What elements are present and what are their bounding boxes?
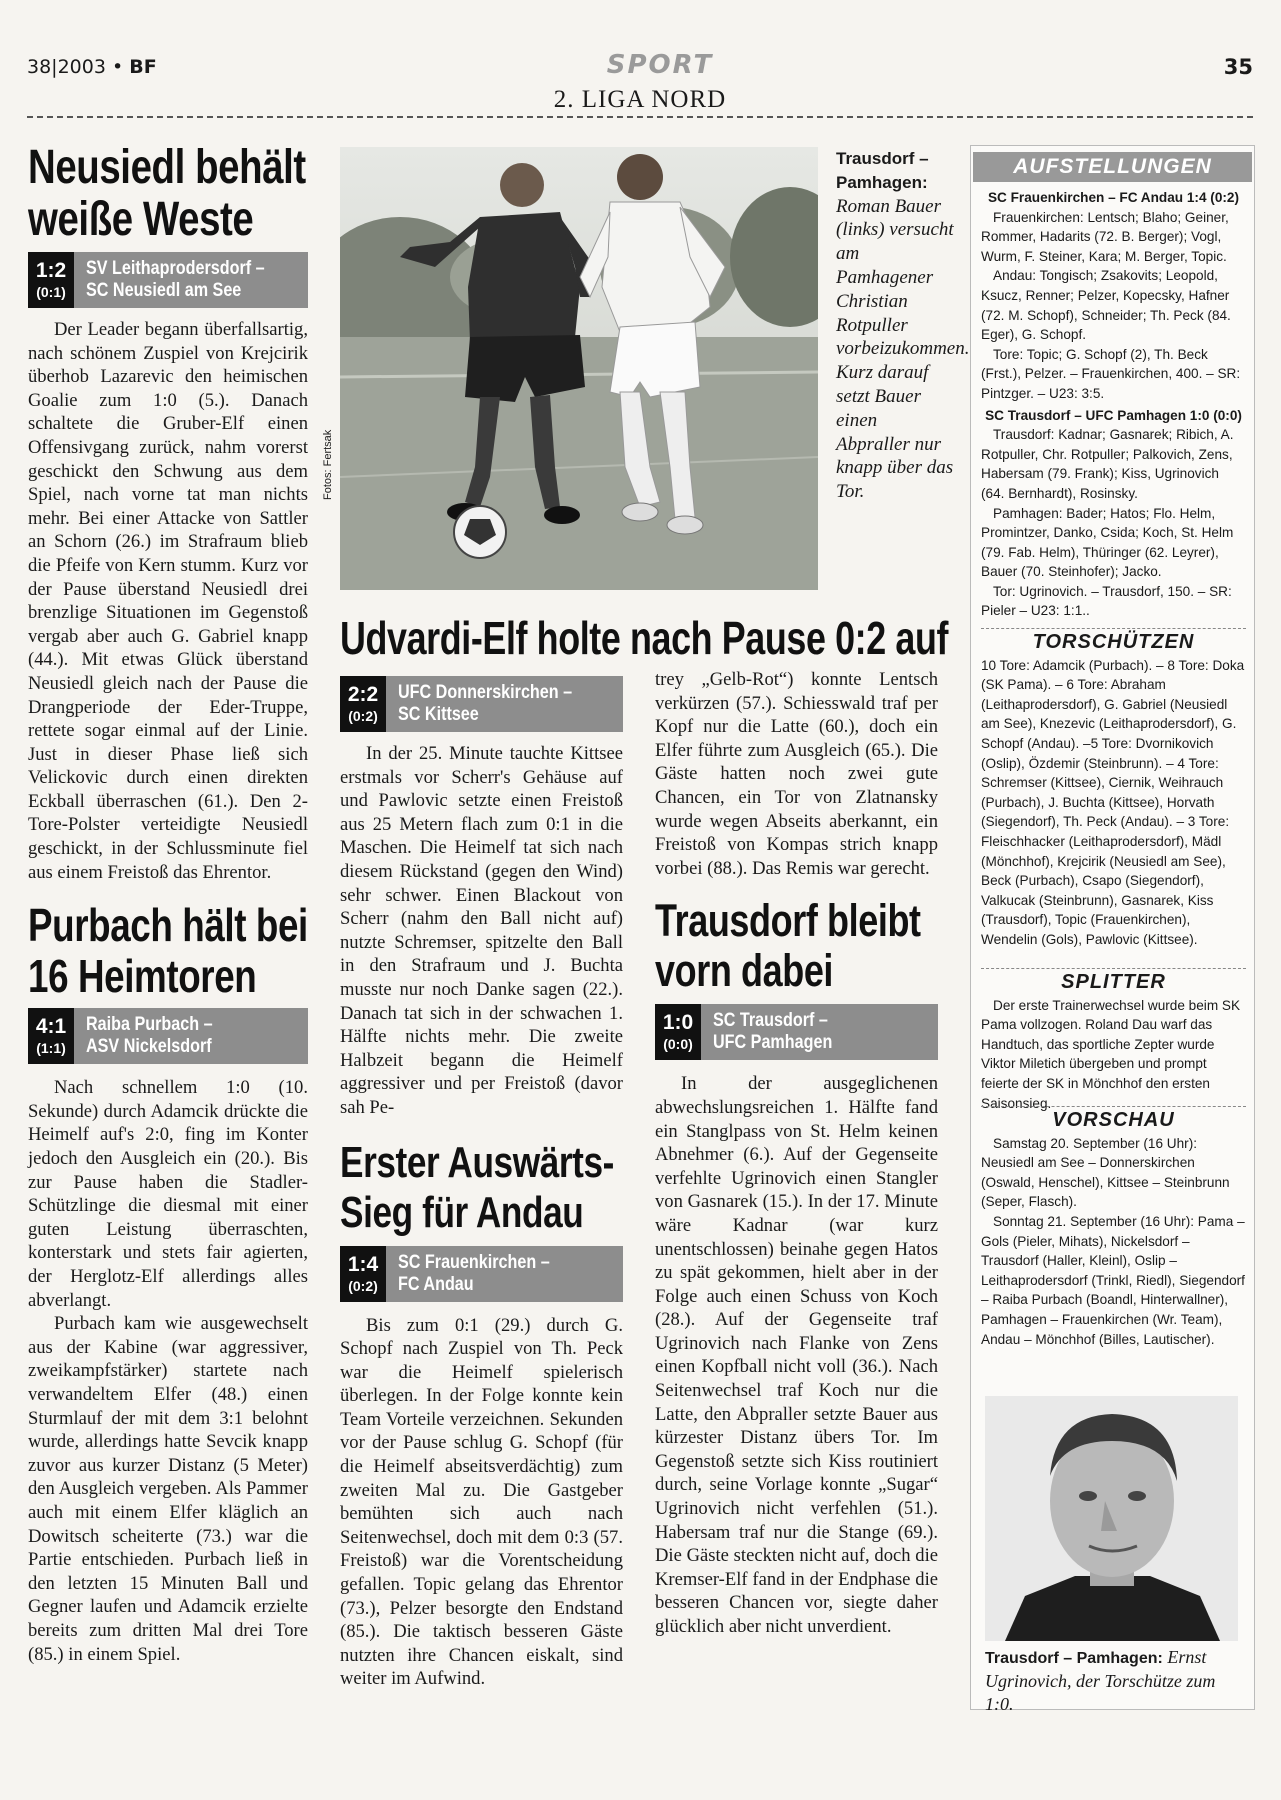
league-title: 2. LIGA NORD: [553, 86, 727, 113]
portrait-caption: [985, 1646, 1245, 1716]
article4-scorebox: [340, 1246, 623, 1302]
article4-headline-line2: Sieg für Andau: [340, 1187, 584, 1237]
soccer-ball-icon: [454, 506, 506, 558]
splitter-title: SPLITTER: [981, 968, 1246, 993]
photo-credit: Fotos: Fertsak: [322, 429, 334, 500]
article3-headline: Udvardi-Elf holte nach Pause 0:2 auf: [340, 612, 949, 664]
article4-body: Bis zum 0:1 (29.) durch G. Schopf nach Zuspiel von Th. Peck war die Heimelf spielerisch überlegen. In der Folge konnte kein Team Vorteile verzeichnen. Sekunden vor der Pause schlug G. Schopf (für die Heimelf abseitsverdächtig) zum zweiten Mal zu. Die Gastgeber bemühten sich auch nach Seitenwechsel, doch mit dem 0:3 (57. Freistoß) war die Vorentscheidung gefallen. Topic gelang das Ehrentor (73.), Pelzer besorgte den Endstand (85.). Die taktisch besseren Gäste nutzten ihre Chancen eiskalt, sind weiter im Aufwind.: [340, 1314, 623, 1690]
game1-title: SC Frauenkirchen – FC Andau 1:4 (0:2): [987, 190, 1240, 205]
halftime-value: (0:0): [663, 1036, 693, 1053]
splitter-box: [981, 968, 1246, 1113]
article2-body-p1: Nach schnellem 1:0 (10. Sekunde) durch Adamcik drückte die Heimelf auf's 2:0, fing im Konter jedoch den Ausgleich ein (20.). Bis zur Pause haben die Stadler-Schützlinge die diesmal mit einer guten Leistung überraschten, konterstark und stets fair agierten, der Herglotz-Elf allerdings alles abverlangt.: [28, 1077, 308, 1311]
article2-score: [28, 1008, 74, 1064]
game2-line-2: Pamhagen: Bader; Hatos; Flo. Helm, Promintzer, Danko, Csida; Koch, St. Helm (79. Fab. Helm), Thüringer (62. Leyrer), Bauer (70. Steinhofer); Jacko.: [981, 505, 1234, 580]
vorschau-title: VORSCHAU: [981, 1106, 1246, 1131]
photo-caption-text: Roman Bauer (links) versucht am Pamhagener Christian Rotpuller vorbeizukommen. Kurz darauf setzt Bauer einen Abpraller nur knapp über das Tor.: [836, 195, 970, 503]
issue-line: [27, 56, 157, 78]
photo-caption: [836, 147, 970, 504]
middle-column: [340, 676, 623, 1691]
away-team: SC Neusiedl am See: [86, 280, 242, 301]
article5-headline: [655, 896, 938, 996]
score-value: 2:2: [347, 683, 379, 706]
article2-headline: [28, 900, 308, 1002]
article2-headline-line1: Purbach hält bei: [28, 899, 308, 952]
home-team: UFC Donnerskirchen –: [398, 682, 573, 703]
article4-headline: [340, 1138, 623, 1238]
halftime-value: (0:1): [36, 284, 66, 300]
game2-title: SC Trausdorf – UFC Pamhagen 1:0 (0:0): [985, 407, 1242, 423]
torschuetzen-box: [981, 628, 1246, 950]
portrait-caption-text: Ernst Ugrinovich, der Torschütze zum 1:0.: [985, 1647, 1216, 1714]
game1-line-2: Andau: Tongisch; Zsakovits; Leopold, Ksucz, Renner; Pelzer, Kopecsky, Hafner (72. M. Schopf), Schneider; Th. Peck (84. Eger), G. Schopf.: [981, 268, 1231, 343]
away-team: FC Andau: [398, 1273, 474, 1295]
section-title: SPORT: [606, 50, 714, 80]
article3-scorebox: [340, 676, 623, 732]
game2-line-1: Trausdorf: Kadnar; Gasnarek; Ribich, A. Rotpuller, Chr. Rotpuller; Palkovich, Zens, Habersam (79. Frank); Kiss, Ugrinovich (64. Bernhardt), Rosinsky.: [981, 427, 1234, 501]
halftime-value: (1:1): [36, 1040, 66, 1057]
article3-score: [340, 676, 386, 732]
article5-scorebox: [655, 1004, 938, 1060]
article3-body-a: In der 25. Minute tauchte Kittsee erstmals vor Scherr's Gehäuse auf und Pawlovic setzte einen Freistoß aus 25 Metern flach zum 0:1 in die Maschen. Die Heimelf tat sich nach diesem Rückstand (gegen den Wind) sehr schwer. Einen Blackout von Scherr (nahm den Ball nicht auf) nutzte Schremser, spitzelte den Ball in den Strafraum und J. Buchta musste nur noch Danke sagen (22.). Danach tat sich in der schwachen 1. Hälfte nichts mehr. Die zweite Halbzeit begann die Heimelf aggressiver und per Freistoß (davor sah Pe-: [340, 743, 623, 1118]
article2-teams: [74, 1008, 308, 1064]
away-team: UFC Pamhagen: [713, 1032, 833, 1054]
away-team: ASV Nickelsdorf: [86, 1036, 212, 1058]
aufstellungen-title: AUFSTELLUNGEN: [973, 152, 1252, 182]
article5-score: [655, 1004, 701, 1060]
article1-teams: [74, 252, 308, 308]
article2-headline-line2: 16 Heimtoren: [28, 950, 257, 1003]
article3-body-b: trey „Gelb-Rot“) konnte Lentsch verkürzen (57.). Schiesswald traf per Kopf nur die Latte (60.), doch ein Elfer führte zum Ausgleich (65.). Die Gäste hatten noch zwei gute Chancen, ein Tor von Zlatnansky wurde wegen Abseits aberkannt, ein Freistoß von Kompas strich knapp vorbei (88.). Das Remis war gerecht.: [655, 669, 938, 879]
splitter-text: Der erste Trainerwechsel wurde beim SK Pama vollzogen. Roland Dau warf das Handtuch, das sportliche Zepter wurde Viktor Miletich übergeben und prompt feierte der SK in Mönchhof den ersten Saisonsieg.: [981, 997, 1241, 1111]
portrait-caption-bold: Trausdorf – Pamhagen:: [985, 1650, 1163, 1667]
vorschau-p1: Samstag 20. September (16 Uhr): Neusiedl am See – Donnerskirchen (Oswald, Henschel), Kittsee – Steinbrunn (Seper, Flasch).: [981, 1135, 1230, 1210]
article5-headline-line2: vorn dabei: [655, 945, 834, 997]
game1-line-3: Tore: Topic; G. Schopf (2), Th. Beck (Frst.), Pelzer. – Frauenkirchen, 400. – SR: Pintzger. – U23: 3:5.: [981, 346, 1241, 401]
portrait-illustration: [985, 1396, 1238, 1641]
vorschau-box: [981, 1106, 1246, 1349]
game2-line-3: Tor: Ugrinovich. – Trausdorf, 150. – SR: Pieler – U23: 1:1..: [981, 583, 1232, 619]
page-number: 35: [1223, 55, 1253, 79]
score-value: 1:2: [35, 259, 67, 282]
photo-caption-bold: Trausdorf – Pamhagen:: [836, 149, 929, 192]
player-portrait: [985, 1396, 1238, 1641]
score-value: 1:0: [662, 1011, 694, 1035]
score-value: 4:1: [35, 1015, 67, 1039]
vorschau-p2: Sonntag 21. September (16 Uhr): Pama – Gols (Pieler, Mihats), Nickelsdorf – Trausdorf (Haller, Kleinl), Oslip – Leithaprodersdorf (Trinkl, Riedl), Siegendorf – Raiba Purbach (Boandl, Hinterwallner), Pamhagen – Frauenkirchen (Wr. Team), Andau – Mönchhof (Billes, Lautischer).: [981, 1213, 1245, 1347]
halftime-value: (0:2): [348, 1277, 378, 1294]
article1-headline-line1: Neusiedl behält: [28, 141, 306, 194]
home-team: SV Leithaprodersdorf –: [86, 258, 265, 279]
article1-scorebox: [28, 252, 308, 308]
article4-teams: [386, 1246, 623, 1302]
torschuetzen-title: TORSCHÜTZEN: [981, 628, 1246, 653]
paper-name: BF: [129, 56, 157, 78]
home-team: Raiba Purbach –: [86, 1014, 213, 1036]
soccer-players-illustration: [340, 147, 818, 590]
article2-scorebox: [28, 1008, 308, 1064]
game1-line-1: Frauenkirchen: Lentsch; Blaho; Geiner, Rommer, Hadarits (72. B. Berger); Vogl, Wurm, F. Steiner, Kara; M. Berger, Topic.: [981, 209, 1229, 264]
right-column: [655, 668, 938, 1639]
lineups: [981, 188, 1246, 621]
article2-body-p2: Purbach kam wie ausgewechselt aus der Kabine (war aggressiver, zweikampfstärker) startete nach verwandeltem Elfer (48.) einen Sturmlauf der mit dem 3:1 belohnt wurde, allerdings hatte Sevcik knapp zuvor aus kurzer Distanz (5 Meter) den Ausgleich vergeben. Als Pammer auch mit einem Elfer kläglich an Dowitsch scheiterte (73.) war die Partie entschieden. Purbach ließ in den letzten 15 Minuten Ball und Gegner laufen und Adamcik erzielte bereits zum dritten Mal drei Tore (85.) in einem Spiel.: [28, 1313, 308, 1665]
article5-headline-line1: Trausdorf bleibt: [655, 895, 921, 947]
article4-headline-line1: Erster Auswärts-: [340, 1137, 614, 1187]
article5-teams: [701, 1004, 938, 1060]
home-team: SC Frauenkirchen –: [398, 1251, 550, 1273]
header-divider: [27, 116, 1253, 118]
left-column: [28, 142, 308, 1666]
article1-body: Der Leader begann überfallsartig, nach schönem Zuspiel von Krejcirik überhob Lazarevic den heimischen Goalie zum 1:0 (5.). Danach schaltete die Gruber-Elf einen Offensivgang zurück, nahm vorerst geschickt den Schwung aus dem Spiel, nach vorne tat man nichts mehr. Bei einer Attacke von Sattler an Schorn (26.) im Strafraum blieb die Pfeife von Kern stumm. Kurz vor der Pause überstand Neusiedl drei brenzlige Situationen im Gegenstoß vergab aber auch G. Gabriel knapp (44.). Mit etwas Glück überstand Neusiedl gleich nach der Pause die Drangperiode der Eder-Truppe, rettete sogar einmal auf der Linie. Just in dieser Phase ließ sich Velickovic durch einen direkten Eckball überraschen (61.). Den 2-Tore-Polster verteidigte Neusiedl geschickt, in der Schlussminute fiel aus einem Freistoß das Ehrentor.: [28, 319, 308, 883]
torschuetzen-text: 10 Tore: Adamcik (Purbach). – 8 Tore: Doka (SK Pama). – 6 Tore: Abraham (Leithaprodersdorf), G. Gabriel (Neusiedl am See), Knezevic (Leithaprodersdorf), G. Schopf (Andau). –5 Tore: Dvornikovich (Oslip), Özdemir (Steinbrunn). – 4 Tore: Schremser (Kittsee), Ciernik, Weihrauch (Purbach), J. Buchta (Kittsee), Horvath (Siegendorf), Th. Peck (Andau). – 3 Tore: Fleischhacker (Leithaprodersdorf), Mädl (Mönchhof), Krejcirik (Neusiedl am See), Beck (Purbach), Csapo (Siegendorf), Valkucak (Steinbrunn), Gasnarek, Kiss (Trausdorf), Topic (Frauenkirchen), Wendelin (Gols), Pawlovic (Kittsee).: [981, 657, 1245, 947]
halftime-value: (0:2): [348, 708, 378, 724]
score-value: 1:4: [347, 1252, 379, 1276]
article5-body: In der ausgeglichenen abwechslungsreichen 1. Hälfte fand ein Stanglpass von St. Helm keinen Abnehmer (6.). Auf der Gegenseite verfehlte Ugrinovich einen Stangler von Gasnarek (15.). In der 17. Minute wäre Kadnar (war kurz unentschlossen) beinahe gegen Hatos zu spät gekommen, hielt aber in der Folge auch einen Schuss von Koch (28.). Auf der Gegenseite traf Ugrinovich nach Flanke von Zens einen Kopfball nicht voll (36.). Nach Seitenwechsel traf Koch nur die Latte, den Abpraller setzte Bauer aus kürzester Distanz übers Tor. Im Gegenstoß setzte sich Kiss routiniert durch, seine Vorlage konnte „Sugar“ Ugrinovich nicht verfehlen (51.). Habersam traf nur die Stange (69.). Die Gäste steckten nicht auf, doch die Kremser-Elf fand in der Endphase die besseren Chancen vor, siegte daher glücklich aber nicht unverdient.: [655, 1073, 938, 1637]
article3-teams: [386, 676, 623, 732]
article1-score: [28, 252, 74, 308]
match-photo: [340, 147, 818, 590]
article1-headline-line2: weiße Weste: [28, 193, 254, 246]
away-team: SC Kittsee: [398, 704, 479, 725]
home-team: SC Trausdorf –: [713, 1010, 828, 1032]
issue-number: 38|2003 •: [27, 56, 124, 78]
article4-score: [340, 1246, 386, 1302]
sidebar: [970, 145, 1255, 1714]
article1-headline: [28, 142, 308, 246]
